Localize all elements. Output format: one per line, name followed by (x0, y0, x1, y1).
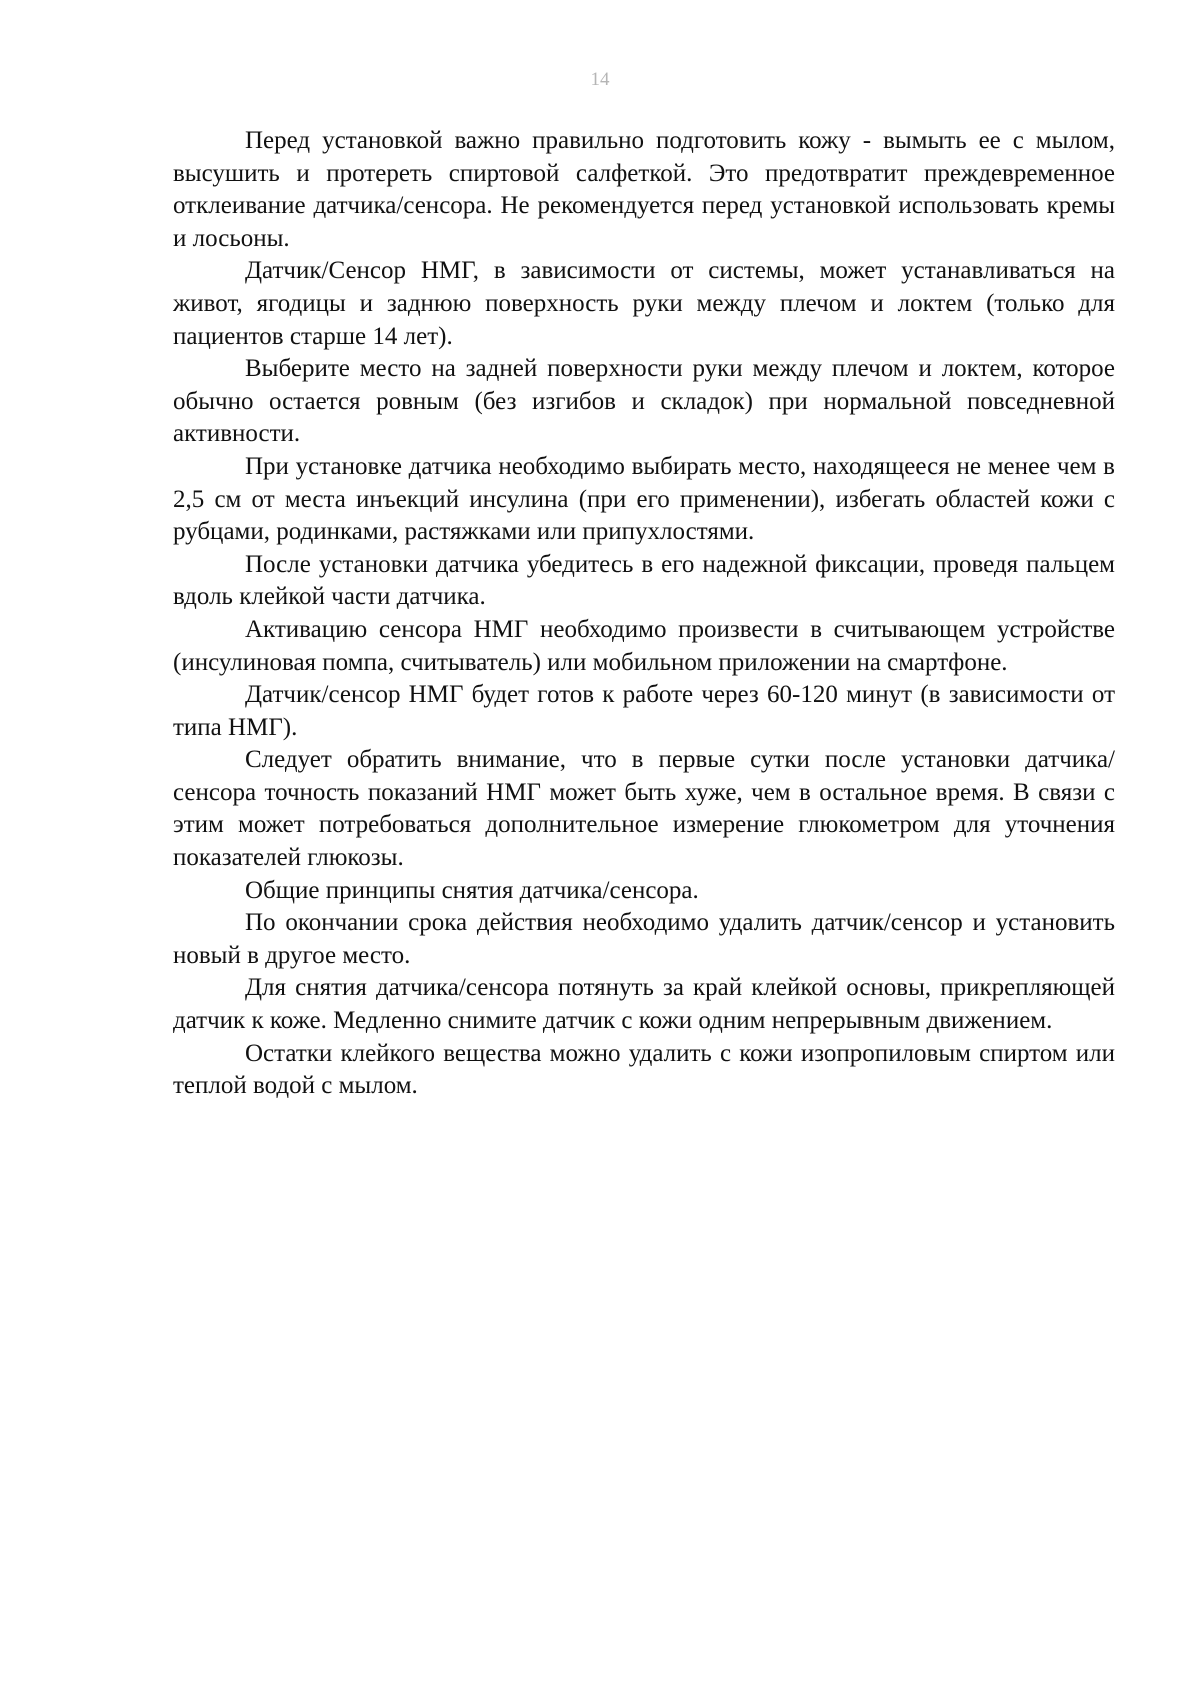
paragraph-adhesive-residue: Остатки клейкого вещества можно удалить с кожи изопропиловым спиртом или теплой водой с мылом. (173, 1039, 1115, 1100)
paragraph-first-day-accuracy: Следует обратить внимание, что в первые сутки после установки датчика/сенсора точность показаний НМГ может быть хуже, чем в остальное время. В связи с этим может потребоваться дополнительное измерение глюкометром для уточнения показателей глюкозы. (173, 746, 1115, 872)
paragraph-distance-from-injections: При установке датчика необходимо выбирать место, находящееся не менее чем в 2,5 см от места инъекций инсулина (при его применении), избегать областей кожи с рубцами, родинками, растяжками или припухлостями. (173, 452, 1115, 546)
paragraph-skin-preparation: Перед установкой важно правильно подготовить кожу - вымыть ее с мылом, высушить и протереть спиртовой салфеткой. Это предотвратит преждевременное отклеивание датчика/сенсора. Не рекомендуется перед установкой использовать кремы и лосьоны. (173, 127, 1115, 252)
paragraph-removal-heading: Общие принципы снятия датчика/сенсора. (245, 876, 699, 904)
document-body (173, 125, 1115, 1103)
paragraph-removal-expiry: По окончании срока действия необходимо удалить датчик/сенсор и установить новый в другое место. (173, 909, 1115, 969)
paragraph-check-fixation: После установки датчика убедитесь в его надежной фиксации, проведя пальцем вдоль клейкой части датчика. (173, 550, 1115, 611)
page-number: 14 (590, 69, 610, 90)
paragraph-installation-sites: Датчик/Сенсор НМГ, в зависимости от системы, может устанавливаться на живот, ягодицы и заднюю поверхность руки между плечом и локтем (только для пациентов старше 14 лет). (173, 257, 1115, 350)
paragraph-removal-technique: Для снятия датчика/сенсора потянуть за край клейкой основы, прикрепляющей датчик к коже. Медленно снимите датчик с кожи одним непрерывным движением. (173, 974, 1115, 1035)
paragraph-warmup-time: Датчик/сенсор НМГ будет готов к работе через 60-120 минут (в зависимости от типа НМГ). (173, 681, 1115, 741)
paragraph-sensor-activation: Активацию сенсора НМГ необходимо произвести в считывающем устройстве (инсулиновая помпа, считыватель) или мобильном приложении на смартфоне. (173, 615, 1115, 676)
paragraph-choose-arm-site: Выберите место на задней поверхности руки между плечом и локтем, которое обычно остается ровным (без изгибов и складок) при нормальной повседневной активности. (173, 355, 1115, 448)
